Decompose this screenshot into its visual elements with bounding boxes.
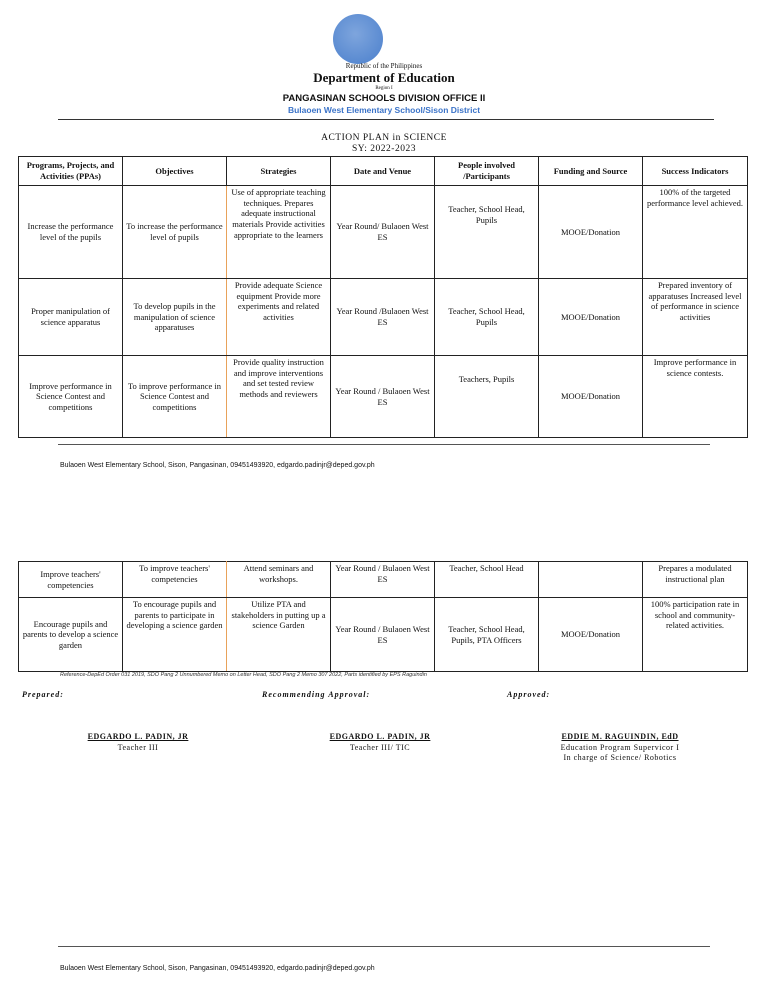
col-header: Programs, Projects, and Activities (PPAs) — [19, 157, 123, 186]
table-cell: Year Round / Bulaoen West ES — [331, 598, 435, 672]
prepared-name: EDGARDO L. PADIN, JR — [87, 732, 189, 741]
table-cell: Encourage pupils and parents to develop a science garden — [19, 598, 123, 672]
table-cell: Teacher, School Head — [435, 562, 539, 598]
table-cell: To increase the performance level of pupils — [123, 186, 227, 279]
table-row — [19, 279, 748, 356]
table-cell: Teacher, School Head, Pupils — [435, 186, 539, 279]
school-text: Bulaoen West Elementary School/Sison District — [287, 105, 481, 115]
table-cell: Use of appropriate teaching techniques. Prepares adequate instructional materials Provide activities appropriate to the learners — [227, 186, 331, 279]
recommending-name: EDGARDO L. PADIN, JR — [329, 732, 431, 741]
table-cell: Attend seminars and workshops. — [227, 562, 331, 598]
table-cell: MOOE/Donation — [539, 356, 643, 438]
table-cell: Teacher, School Head, Pupils — [435, 279, 539, 356]
header-divider — [58, 119, 714, 120]
approved-position-line1: Education Program Supervicor I — [560, 743, 680, 752]
region-text: Region I — [375, 86, 393, 91]
table-row — [19, 598, 748, 672]
table-cell: Utilize PTA and stakeholders in putting up a science Garden — [227, 598, 331, 672]
table-cell: Teacher, School Head, Pupils, PTA Officers — [435, 598, 539, 672]
table-cell: To encourage pupils and parents to participate in developing a science garden — [123, 598, 227, 672]
table-cell: Proper manipulation of science apparatus — [19, 279, 123, 356]
reference-note: Reference-DepEd Order 031 2019, SDO Pang 2 Unnumbered Memo on Letter Head, SDO Pang 2 Memo 307 2022, Parts identified by EPS Raguindin — [60, 672, 427, 678]
table-row — [19, 356, 748, 438]
approved-label: Approved: — [507, 690, 551, 699]
division-text: PANGASINAN SCHOOLS DIVISION OFFICE II — [282, 93, 486, 104]
approved-name: EDDIE M. RAGUINDIN, EdD — [561, 732, 679, 741]
recommending-position: Teacher III/ TIC — [349, 743, 411, 752]
table-row — [19, 186, 748, 279]
prepared-position: Teacher III — [117, 743, 159, 752]
approved-position-line2: In charge of Science/ Robotics — [563, 753, 677, 763]
table-cell: MOOE/Donation — [539, 598, 643, 672]
approved-position — [536, 743, 704, 764]
table-cell: Year Round / Bulaoen West ES — [331, 356, 435, 438]
col-header: Success Indicators — [643, 157, 748, 186]
table-cell: To improve teachers' competencies — [123, 562, 227, 598]
republic-text: Republic of the Philippines — [345, 62, 423, 70]
table-cell: Improve performance in science contests. — [643, 356, 748, 438]
footer-text-2: Bulaoen West Elementary School, Sison, Pangasinan, 09451493920, edgardo.padinjr@deped.gov.ph — [60, 965, 375, 972]
table-cell: Year Round /Bulaoen West ES — [331, 279, 435, 356]
department-title: Department of Education — [313, 70, 455, 85]
table-cell — [539, 562, 643, 598]
action-plan-table-page1 — [18, 156, 748, 438]
table-header-row — [19, 157, 748, 186]
plan-title: ACTION PLAN in SCIENCE — [321, 133, 447, 143]
footer-divider-2 — [58, 946, 710, 947]
table-cell: Improve teachers' competencies — [19, 562, 123, 598]
col-header: Date and Venue — [331, 157, 435, 186]
table-cell: Provide adequate Science equipment Provide more experiments and related activities — [227, 279, 331, 356]
table-cell: Prepares a modulated instructional plan — [643, 562, 748, 598]
table-cell: 100% of the targeted performance level achieved. — [643, 186, 748, 279]
table-cell: To develop pupils in the manipulation of science apparatuses — [123, 279, 227, 356]
table-cell: Year Round/ Bulaoen West ES — [331, 186, 435, 279]
table-row — [19, 562, 748, 598]
col-header: People involved /Participants — [435, 157, 539, 186]
col-header: Funding and Source — [539, 157, 643, 186]
col-header: Objectives — [123, 157, 227, 186]
table-cell: Improve performance in Science Contest and competitions — [19, 356, 123, 438]
footer-text: Bulaoen West Elementary School, Sison, Pangasinan, 09451493920, edgardo.padinjr@deped.gov.ph — [60, 462, 375, 469]
action-plan-table-page2 — [18, 561, 748, 672]
recommending-label: Recommending Approval: — [262, 690, 371, 699]
table-cell: 100% participation rate in school and community-related activities. — [643, 598, 748, 672]
table-cell: MOOE/Donation — [539, 279, 643, 356]
prepared-label: Prepared: — [22, 690, 64, 699]
school-year: SY: 2022-2023 — [352, 144, 416, 154]
col-header: Strategies — [227, 157, 331, 186]
deped-seal-logo — [333, 14, 383, 64]
footer-divider — [58, 444, 710, 445]
table-cell: Teachers, Pupils — [435, 356, 539, 438]
table-cell: To improve performance in Science Contest and competitions — [123, 356, 227, 438]
table-cell: Prepared inventory of apparatuses Increased level of performance in science activities — [643, 279, 748, 356]
table-cell: Provide quality instruction and improve interventions and set tested review methods and reviewers — [227, 356, 331, 438]
table-cell: MOOE/Donation — [539, 186, 643, 279]
table-cell: Year Round / Bulaoen West ES — [331, 562, 435, 598]
table-cell: Increase the performance level of the pupils — [19, 186, 123, 279]
